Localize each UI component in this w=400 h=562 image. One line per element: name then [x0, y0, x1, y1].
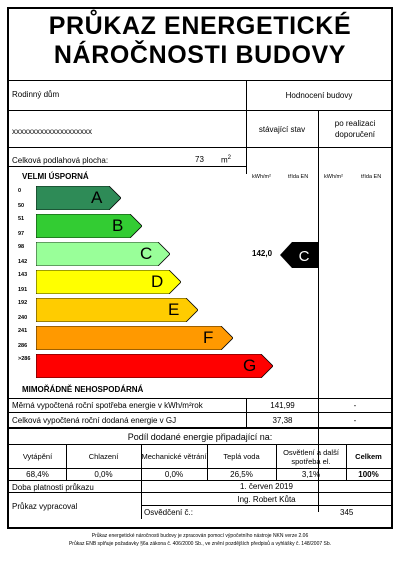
divider: [9, 468, 391, 469]
building-type: Rodinný dům: [12, 90, 60, 99]
scale-upper-a: 50: [18, 203, 25, 209]
floor-area-value: 73: [195, 155, 204, 164]
class-letter-a: A: [91, 188, 103, 207]
share-value: 0,0%: [94, 470, 113, 479]
scale-lower-d: 143: [18, 272, 28, 278]
class-bar-f: [36, 326, 233, 355]
floor-area-unit: $m^2$: [221, 155, 232, 165]
class-bar-c: [36, 242, 170, 271]
scale-lower-f: 241: [18, 328, 28, 334]
class-letter-e: E: [168, 300, 180, 319]
address: xxxxxxxxxxxxxxxxxxxx: [12, 127, 92, 136]
class-bar-g: [36, 354, 273, 383]
share-label: Mechanické větrání: [141, 452, 207, 461]
share-label: Osvětlení a další spotřeba el.: [283, 447, 339, 466]
author-label: Průkaz vypracoval: [12, 502, 78, 511]
share-value: 26,5%: [230, 470, 253, 479]
class-letter-b: B: [112, 216, 124, 235]
specific-consumption-after: -: [353, 401, 357, 410]
validity-value: 1. červen 2019: [240, 482, 293, 491]
share-label: Teplá voda: [223, 452, 260, 461]
scale-lower-g: >286: [18, 356, 31, 362]
class-letter-g: G: [243, 356, 257, 375]
total-energy-value: 37,38: [272, 415, 293, 425]
share-value: 68,4%: [26, 470, 49, 479]
bottom-label: MIMOŘÁDNĚ NEHOSPODÁRNÁ: [22, 385, 144, 394]
scale-upper-d: 191: [18, 287, 28, 293]
current-class-arrow: [280, 242, 318, 268]
scale-lower-a: 0: [18, 188, 22, 194]
after-measures-header: po realizaci doporučení: [334, 119, 376, 139]
cert-label: Osvědčení č.:: [144, 508, 193, 517]
current-value: 142,0: [252, 249, 273, 258]
cert-value: 345: [340, 508, 354, 517]
divider: [9, 166, 247, 167]
floor-area-label: Celková podlahová plocha:: [12, 156, 109, 165]
scale-lower-e: 192: [18, 300, 28, 306]
scale-upper-e: 240: [18, 315, 28, 321]
specific-consumption-label: Měrná vypočtená roční spotřeba energie v kWh/m²rok: [12, 401, 203, 410]
scale-upper-c: 142: [18, 259, 28, 265]
class-bar-a: [36, 186, 121, 215]
validity-label: Doba platnosti průkazu: [12, 483, 94, 492]
shares-header: Podíl dodané energie připadající na:: [127, 431, 273, 442]
class-bar-b: [36, 214, 142, 243]
class-bar-e: [36, 298, 198, 327]
share-value: 0,0%: [164, 470, 184, 479]
class-letter-d: D: [151, 272, 164, 291]
class-letter-c: C: [140, 244, 153, 263]
share-value: 3,1%: [301, 470, 321, 479]
footnote-2: Průkaz ENB splňuje požadavky §6a zákona č. 406/2000 Sb., ve znění pozdějších předpisů a vyhlášky č. 148/2007 Sb.: [68, 541, 332, 547]
title-line-1: PRŮKAZ ENERGETICKÉ: [48, 12, 352, 40]
share-value: 100%: [358, 470, 379, 479]
class-letter-f: F: [203, 328, 214, 347]
col-unit-class-after: třída EN: [361, 174, 382, 180]
divider: [142, 505, 391, 506]
current-state-header: stávající stav: [258, 124, 306, 134]
scale-upper-b: 97: [18, 231, 25, 237]
divider: [9, 110, 247, 111]
scale-lower-c: 98: [18, 244, 25, 250]
share-label: Vytápění: [22, 452, 53, 461]
class-bar-d: [36, 270, 181, 299]
page-title: [9, 12, 391, 70]
col-unit-kwh-after: kWh/m²: [324, 174, 343, 180]
title-line-2: NÁROČNOSTI BUDOVY: [53, 41, 347, 69]
col-unit-class-current: třída EN: [288, 174, 309, 180]
footnote-1: Průkaz energetické náročnosti budovy je zpracován pomocí výpočetního nástroje NKN verze 2.06: [91, 533, 309, 539]
col-unit-kwh-current: kWh/m²: [252, 174, 271, 180]
share-label: Celkem: [355, 452, 382, 461]
rating-header: Hodnocení budovy: [285, 90, 353, 100]
divider: [9, 147, 391, 148]
author-value: Ing. Robert Kůta: [237, 494, 296, 504]
total-energy-label: Celková vypočtená roční dodaná energie v GJ: [12, 416, 177, 425]
share-label: Chlazení: [88, 452, 119, 461]
specific-consumption-value: 141,99: [270, 401, 295, 410]
scale-upper-f: 286: [18, 343, 28, 349]
total-energy-after: -: [353, 415, 357, 425]
current-class-letter: C: [298, 248, 310, 265]
top-label: VELMI ÚSPORNÁ: [22, 172, 89, 181]
scale-lower-b: 51: [18, 216, 25, 222]
